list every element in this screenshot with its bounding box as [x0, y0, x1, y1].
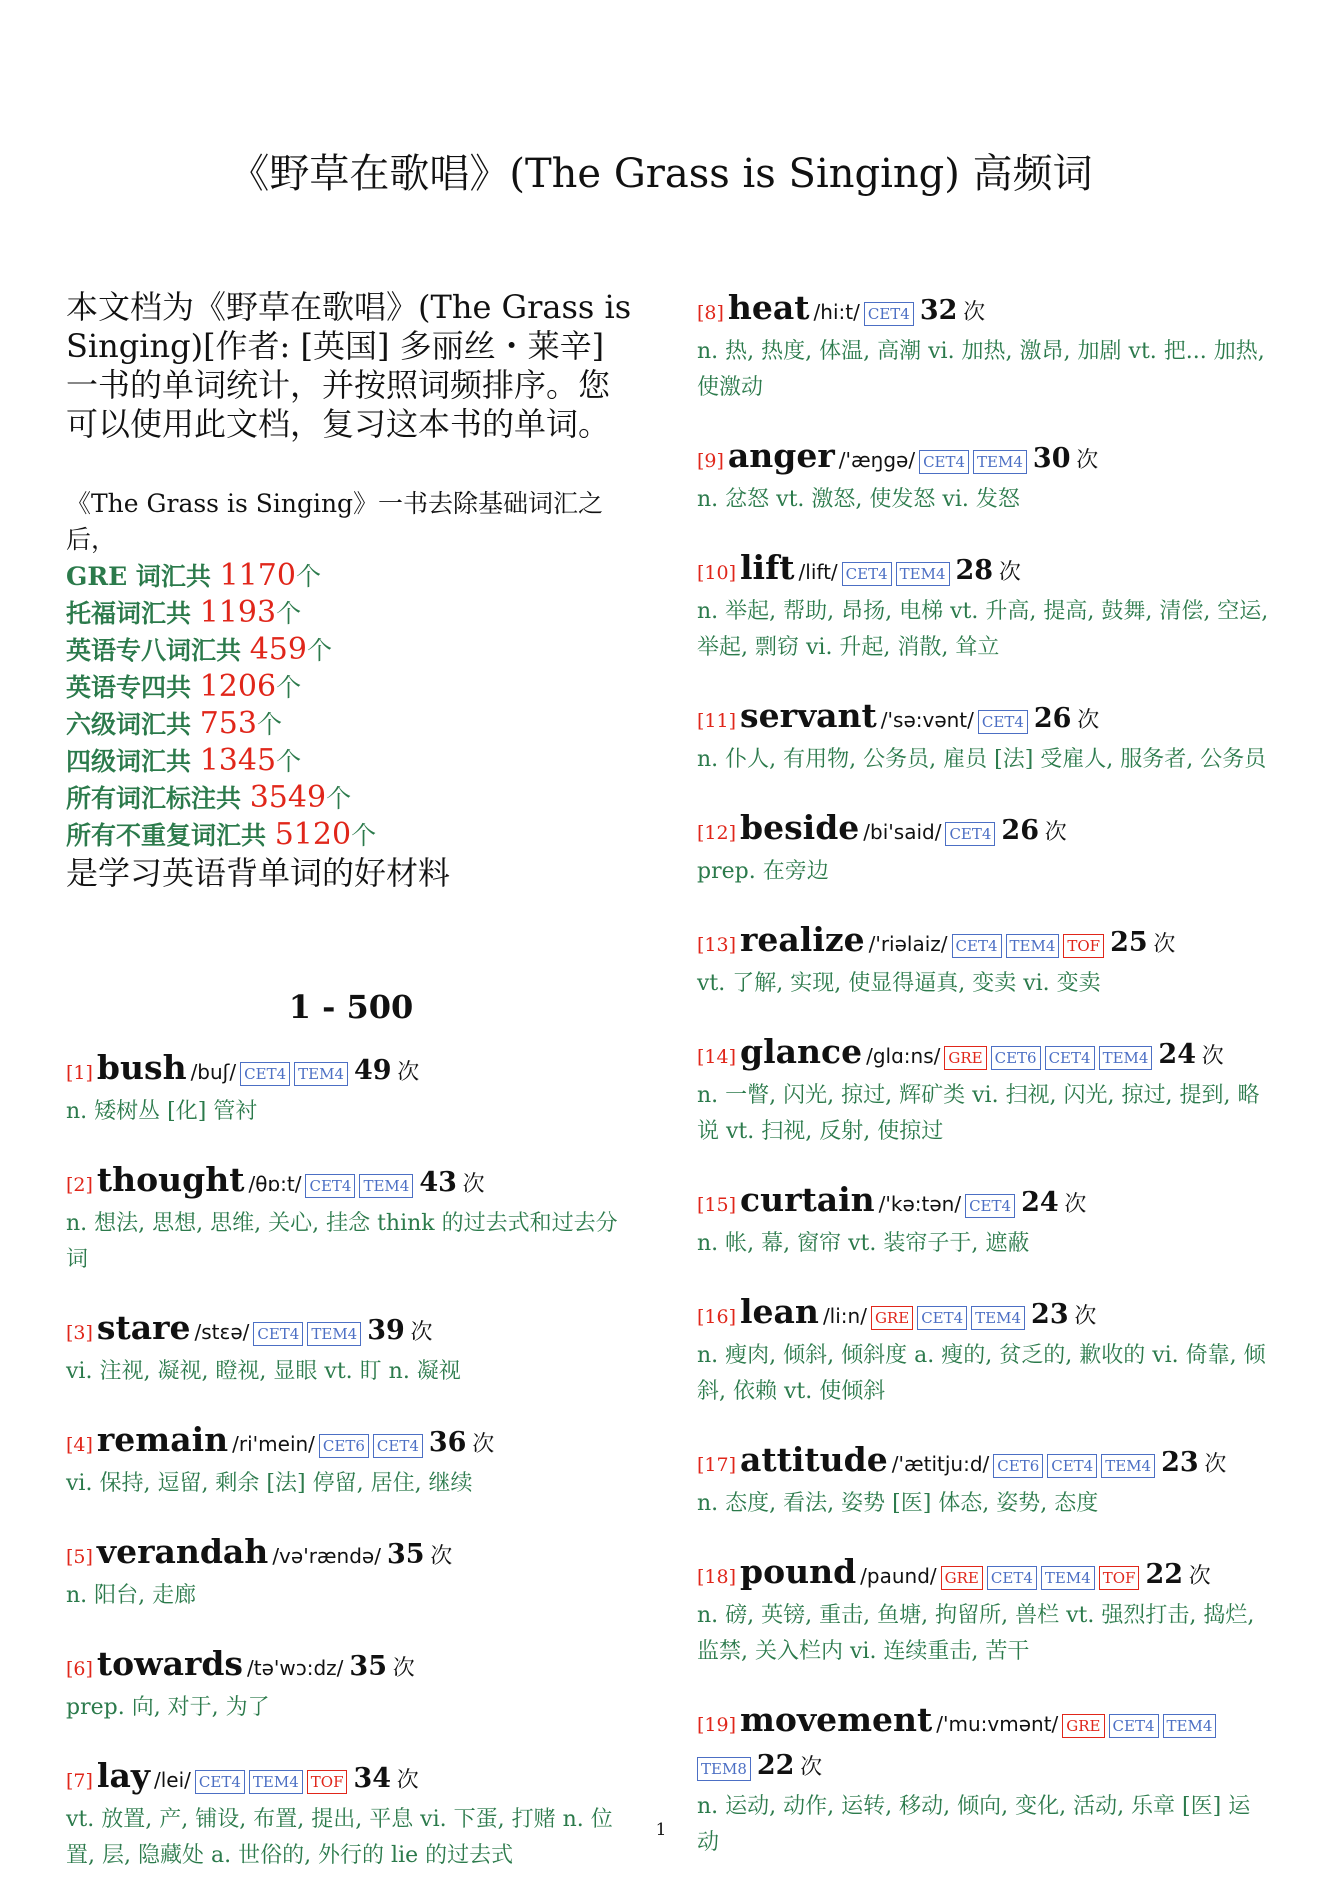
entry-count-unit: 次	[462, 1172, 485, 1197]
entry-word: towards	[96, 1644, 244, 1683]
word-entry	[66, 1420, 636, 1502]
entry-index: [17]	[697, 1454, 737, 1476]
entry-phonetic: /'mu:vmənt/	[936, 1712, 1059, 1736]
entry-count-unit: 次	[1188, 1564, 1211, 1589]
entry-head	[697, 1292, 1272, 1338]
entry-index: [6]	[66, 1658, 93, 1680]
tag-badge: CET4	[952, 934, 1002, 958]
entry-count-unit: 次	[1204, 1452, 1227, 1477]
entry-index: [4]	[66, 1434, 93, 1456]
stat-unit: 个	[295, 562, 321, 591]
entry-head	[697, 548, 1272, 594]
stats-lead: 《The Grass is Singing》一书去除基础词汇之后，	[66, 489, 604, 554]
entry-count-unit: 次	[1201, 1044, 1224, 1069]
entry-word: bush	[96, 1048, 187, 1087]
tag-badge: CET6	[319, 1434, 369, 1458]
tag-badge: GRE	[941, 1566, 983, 1590]
entry-word: remain	[96, 1420, 229, 1459]
tag-badge: TEM8	[697, 1757, 751, 1781]
word-entry	[66, 1756, 636, 1874]
entry-index: [12]	[697, 822, 737, 844]
entry-index: [2]	[66, 1174, 93, 1196]
entry-definition: vi. 保持, 逗留, 剩余 [法] 停留, 居住, 继续	[66, 1471, 473, 1496]
entry-count-unit: 次	[1076, 448, 1099, 473]
entry-index: [9]	[697, 450, 724, 472]
entry-head	[697, 436, 1272, 482]
entry-phonetic: /paund/	[860, 1564, 937, 1588]
tag-badge: GRE	[1062, 1714, 1104, 1738]
tag-badge: GRE	[944, 1046, 986, 1070]
word-entry	[697, 288, 1272, 406]
entry-head	[697, 1032, 1272, 1078]
entry-word: realize	[740, 920, 865, 959]
entry-head	[66, 1160, 636, 1206]
entry-head	[66, 1048, 636, 1094]
tag-badge: CET4	[842, 562, 892, 586]
entry-count: 24	[1158, 1039, 1196, 1070]
entry-word: curtain	[740, 1180, 875, 1219]
entry-count-unit: 次	[397, 1060, 420, 1085]
entry-head	[697, 1700, 1272, 1789]
stat-label: 托福词汇共	[66, 599, 200, 628]
word-entry	[66, 1644, 636, 1726]
tag-badge: CET4	[945, 822, 995, 846]
entry-count-unit: 次	[1077, 708, 1100, 733]
stat-label: 所有不重复词汇共	[66, 821, 275, 850]
entry-head	[697, 1180, 1272, 1226]
entry-phonetic: /bi'said/	[863, 820, 942, 844]
word-entry	[697, 808, 1272, 890]
stat-number: 459	[249, 632, 307, 667]
entry-word: pound	[740, 1552, 857, 1591]
entry-index: [15]	[697, 1194, 737, 1216]
entry-count: 22	[756, 1750, 795, 1781]
entry-word: glance	[740, 1032, 863, 1071]
stat-unit: 个	[276, 673, 302, 702]
entry-count: 39	[367, 1315, 405, 1346]
stats-list	[66, 558, 636, 854]
entry-definition: prep. 向, 对于, 为了	[66, 1695, 270, 1720]
stat-label: 英语专四共	[66, 673, 200, 702]
tag-badge: CET6	[993, 1454, 1043, 1478]
entry-definition: n. 想法, 思想, 思维, 关心, 挂念 think 的过去式和过去分词	[66, 1211, 618, 1272]
entry-word: stare	[96, 1308, 191, 1347]
stat-line	[66, 595, 636, 632]
entry-head	[66, 1308, 636, 1354]
stat-number: 753	[199, 706, 257, 741]
entry-head	[697, 696, 1272, 742]
entry-phonetic: /'sə:vənt/	[880, 708, 974, 732]
entry-head	[697, 288, 1272, 334]
page-title: 《野草在歌唱》(The Grass is Singing) 高频词	[229, 151, 1093, 197]
entry-word: servant	[740, 696, 877, 735]
tag-badge: CET4	[1047, 1454, 1097, 1478]
entry-index: [13]	[697, 934, 737, 956]
entry-count: 28	[955, 555, 994, 586]
tag-badge: TEM4	[1163, 1714, 1217, 1738]
word-entry	[697, 1440, 1272, 1522]
entry-count-unit: 次	[963, 300, 986, 325]
entry-head	[697, 1552, 1272, 1598]
tag-badge: TEM4	[249, 1770, 303, 1794]
tag-badge: CET4	[305, 1174, 355, 1198]
word-entry	[697, 696, 1272, 778]
entry-phonetic: /ri'mein/	[232, 1432, 315, 1456]
entry-head	[697, 808, 1272, 854]
left-column	[66, 288, 636, 1904]
stat-unit: 个	[306, 636, 332, 665]
word-entry	[66, 1048, 636, 1130]
tag-badge: CET4	[195, 1770, 245, 1794]
entry-definition: n. 热, 热度, 体温, 高潮 vi. 加热, 激昂, 加剧 vt. 把... 加热, 使激动	[697, 339, 1265, 400]
tag-badge: CET4	[987, 1566, 1037, 1590]
tag-badge: TOF	[1063, 934, 1104, 958]
tag-badge: CET4	[240, 1062, 290, 1086]
entry-count: 24	[1021, 1187, 1059, 1218]
entry-definition: n. 矮树丛 [化] 管衬	[66, 1099, 258, 1124]
stat-number: 1206	[199, 669, 277, 704]
entry-definition: n. 忿怒 vt. 激怒, 使发怒 vi. 发怒	[697, 487, 1020, 512]
entry-definition: prep. 在旁边	[697, 859, 829, 884]
tag-badge: CET6	[991, 1046, 1041, 1070]
page-number: 1	[655, 1820, 667, 1840]
tag-badge: TEM4	[307, 1322, 361, 1346]
entry-index: [1]	[66, 1062, 93, 1084]
tag-badge: TEM4	[896, 562, 950, 586]
tag-badge: CET4	[373, 1434, 423, 1458]
entry-count: 22	[1145, 1559, 1184, 1590]
entry-phonetic: /stɛə/	[194, 1320, 250, 1344]
entry-phonetic: /tə'wɔ:dz/	[247, 1656, 344, 1680]
entry-count: 43	[419, 1167, 457, 1198]
tag-badge: CET4	[1109, 1714, 1159, 1738]
word-entry	[697, 548, 1272, 666]
stat-unit: 个	[326, 784, 352, 813]
entry-definition: vt. 放置, 产, 铺设, 布置, 提出, 平息 vi. 下蛋, 打赌 n. 位置, 层, 隐藏处 a. 世俗的, 外行的 lie 的过去式	[66, 1807, 613, 1868]
entry-count: 30	[1032, 443, 1071, 474]
entry-word: verandah	[96, 1532, 269, 1571]
entry-phonetic: /'ætitju:d/	[891, 1452, 990, 1476]
entry-count: 32	[919, 295, 958, 326]
entry-phonetic: /buʃ/	[190, 1060, 237, 1084]
entry-word: movement	[740, 1700, 933, 1739]
entry-count-unit: 次	[396, 1768, 419, 1793]
word-entry	[66, 1532, 636, 1614]
tag-badge: TEM4	[971, 1306, 1025, 1330]
stat-number: 1170	[219, 558, 296, 593]
entries-right	[697, 288, 1272, 1861]
entry-phonetic: /lei/	[154, 1768, 191, 1792]
entry-count: 49	[353, 1055, 392, 1086]
word-entry	[697, 1180, 1272, 1262]
entry-count-unit: 次	[1044, 820, 1067, 845]
intro-paragraph: 本文档为《野草在歌唱》(The Grass is Singing)[作者: [英国] 多丽丝・莱辛]一书的单词统计，并按照词频排序。您可以使用此文档，复习这本书的单词。	[66, 288, 632, 443]
tag-badge: TEM4	[1101, 1454, 1155, 1478]
entry-head	[697, 1440, 1272, 1486]
entry-word: beside	[740, 808, 860, 847]
entry-count-unit: 次	[1153, 932, 1176, 957]
entry-count: 25	[1110, 927, 1148, 958]
entry-index: [16]	[697, 1306, 737, 1328]
stat-label: 四级词汇共	[66, 747, 200, 776]
entry-count: 35	[349, 1651, 387, 1682]
entry-count-unit: 次	[1074, 1304, 1097, 1329]
entry-count-unit: 次	[998, 560, 1021, 585]
stat-number: 1345	[199, 743, 277, 778]
entry-count-unit: 次	[392, 1656, 415, 1681]
tag-badge: TEM4	[973, 450, 1027, 474]
entry-definition: n. 一瞥, 闪光, 掠过, 辉矿类 vi. 扫视, 闪光, 掠过, 提到, 略说 vt. 扫视, 反射, 使掠过	[697, 1083, 1260, 1144]
tag-badge: TEM4	[359, 1174, 413, 1198]
entry-index: [8]	[697, 302, 724, 324]
stat-label: 英语专八词汇共	[66, 636, 250, 665]
word-entry	[697, 1032, 1272, 1150]
entry-definition: n. 帐, 幕, 窗帘 vt. 装帘子于, 遮蔽	[697, 1231, 1030, 1256]
stat-line	[66, 632, 636, 669]
range-heading: 1 - 500	[288, 988, 414, 1026]
tag-badge: CET4	[253, 1322, 303, 1346]
stat-label: 所有词汇标注共	[66, 784, 250, 813]
entry-definition: n. 态度, 看法, 姿势 [医] 体态, 姿势, 态度	[697, 1491, 1099, 1516]
entry-word: heat	[727, 288, 810, 327]
closing-line: 是学习英语背单词的好材料	[66, 854, 451, 892]
entry-definition: n. 磅, 英镑, 重击, 鱼塘, 拘留所, 兽栏 vt. 强烈打击, 捣烂, 监禁, 关入栏内 vi. 连续重击, 苦干	[697, 1603, 1255, 1664]
entry-head	[66, 1756, 636, 1802]
stat-unit: 个	[276, 747, 302, 776]
entry-definition: vt. 了解, 实现, 使显得逼真, 变卖 vi. 变卖	[697, 971, 1101, 996]
word-entry	[697, 1552, 1272, 1670]
entry-definition: n. 仆人, 有用物, 公务员, 雇员 [法] 受雇人, 服务者, 公务员	[697, 747, 1267, 772]
tag-badge: TEM4	[1006, 934, 1060, 958]
word-entry	[66, 1308, 636, 1390]
stat-line	[66, 669, 636, 706]
entry-count: 26	[1001, 815, 1039, 846]
entry-count: 34	[353, 1763, 392, 1794]
entry-count: 36	[428, 1427, 467, 1458]
entry-head	[66, 1420, 636, 1466]
tag-badge: TOF	[307, 1770, 348, 1794]
entry-index: [14]	[697, 1046, 737, 1068]
entry-index: [5]	[66, 1546, 93, 1568]
entry-index: [7]	[66, 1770, 93, 1792]
entry-index: [18]	[697, 1566, 737, 1588]
stat-unit: 个	[256, 710, 282, 739]
entry-phonetic: /hi:t/	[813, 300, 860, 324]
tag-badge: CET4	[919, 450, 969, 474]
stat-unit: 个	[276, 599, 302, 628]
tag-badge: TOF	[1099, 1566, 1140, 1590]
entry-word: anger	[727, 436, 835, 475]
entry-definition: vi. 注视, 凝视, 瞪视, 显眼 vt. 盯 n. 凝视	[66, 1359, 461, 1384]
entry-count: 23	[1161, 1447, 1199, 1478]
entry-count-unit: 次	[430, 1544, 453, 1569]
entry-phonetic: /'riəlaiz/	[868, 932, 948, 956]
entry-count-unit: 次	[472, 1432, 495, 1457]
entry-phonetic: /və'rændə/	[272, 1544, 381, 1568]
stat-line	[66, 706, 636, 743]
entry-count: 23	[1031, 1299, 1069, 1330]
entry-definition: n. 运动, 动作, 运转, 移动, 倾向, 变化, 活动, 乐章 [医] 运动	[697, 1794, 1251, 1855]
entry-definition: n. 阳台, 走廊	[66, 1583, 197, 1608]
tag-badge: TEM4	[1099, 1046, 1153, 1070]
tag-badge: CET4	[1045, 1046, 1095, 1070]
entry-count-unit: 次	[800, 1755, 823, 1780]
entry-definition: n. 举起, 帮助, 昂扬, 电梯 vt. 升高, 提高, 鼓舞, 清偿, 空运, 举起, 剽窃 vi. 升起, 消散, 耸立	[697, 599, 1269, 660]
stat-label: 六级词汇共	[66, 710, 200, 739]
entry-phonetic: /lift/	[798, 560, 838, 584]
tag-badge: CET4	[965, 1194, 1015, 1218]
entry-count-unit: 次	[1064, 1192, 1087, 1217]
stat-line	[66, 743, 636, 780]
entry-phonetic: /'kə:tən/	[878, 1192, 962, 1216]
entry-index: [10]	[697, 562, 737, 584]
entry-word: lay	[96, 1756, 151, 1795]
entry-word: thought	[96, 1160, 245, 1199]
entry-phonetic: /li:n/	[822, 1304, 867, 1328]
entry-head	[697, 920, 1272, 966]
entry-count: 26	[1033, 703, 1072, 734]
entry-word: lift	[740, 548, 795, 587]
entry-phonetic: /'æŋgə/	[838, 448, 916, 472]
entry-head	[66, 1644, 636, 1690]
entry-index: [19]	[697, 1714, 737, 1736]
tag-badge: CET4	[917, 1306, 967, 1330]
entry-count: 35	[386, 1539, 425, 1570]
word-entry	[697, 920, 1272, 1002]
word-entry	[697, 1292, 1272, 1410]
word-entry	[697, 436, 1272, 518]
stat-line	[66, 558, 636, 595]
stat-label: GRE 词汇共	[66, 562, 220, 591]
entry-phonetic: /glɑ:ns/	[866, 1044, 941, 1068]
tag-badge: CET4	[978, 710, 1028, 734]
tag-badge: TEM4	[1041, 1566, 1095, 1590]
entry-phonetic: /θɒ:t/	[248, 1172, 302, 1196]
stat-number: 3549	[249, 780, 327, 815]
entry-head	[66, 1532, 636, 1578]
stat-line	[66, 780, 636, 817]
stat-number: 5120	[274, 817, 352, 852]
word-entry	[66, 1160, 636, 1278]
tag-badge: GRE	[871, 1306, 913, 1330]
stat-line	[66, 817, 636, 854]
entry-index: [3]	[66, 1322, 93, 1344]
right-column	[697, 288, 1272, 1891]
entry-count-unit: 次	[410, 1320, 433, 1345]
entry-word: lean	[740, 1292, 819, 1331]
entries-left	[66, 1048, 636, 1874]
entry-definition: n. 瘦肉, 倾斜, 倾斜度 a. 瘦的, 贫乏的, 歉收的 vi. 倚靠, 倾斜, 依赖 vt. 使倾斜	[697, 1343, 1266, 1404]
stat-number: 1193	[199, 595, 277, 630]
stat-unit: 个	[351, 821, 377, 850]
tag-badge: TEM4	[294, 1062, 348, 1086]
entry-word: attitude	[740, 1440, 888, 1479]
tag-badge: CET4	[864, 302, 914, 326]
entry-index: [11]	[697, 710, 737, 732]
